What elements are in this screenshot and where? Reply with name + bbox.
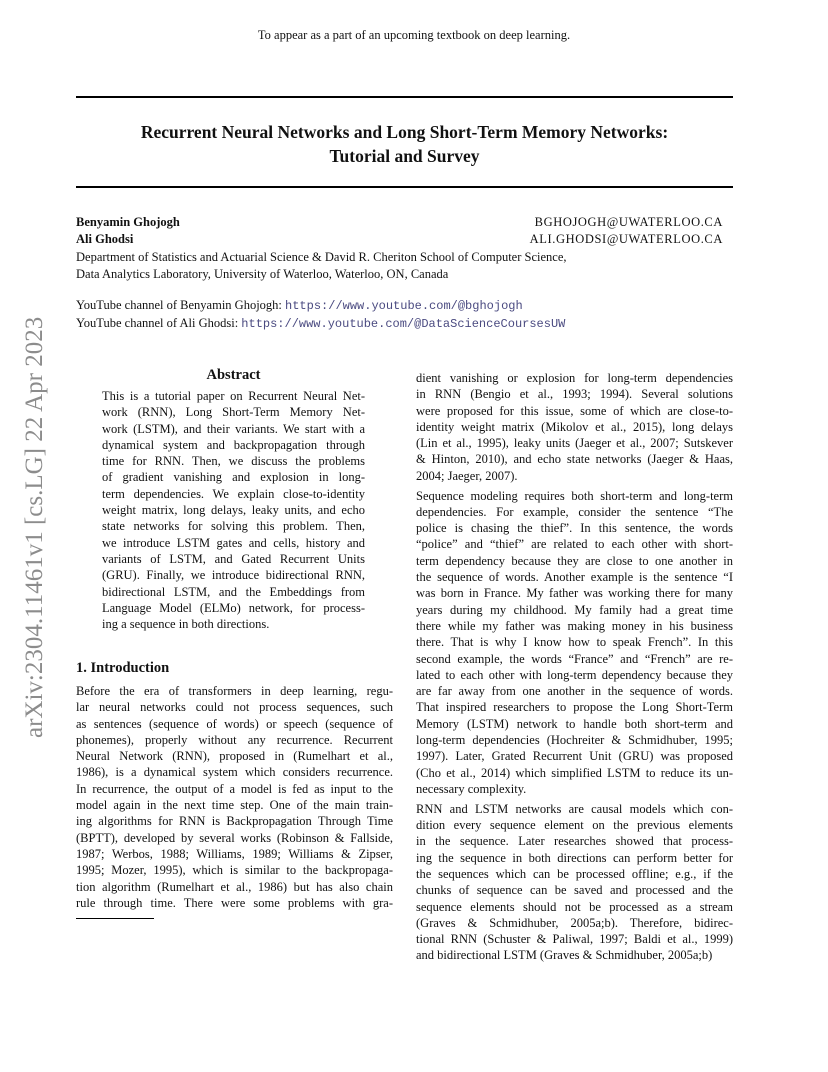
text-line: were proposed for this issue, some of which are close-to- — [416, 403, 733, 418]
text-line: This is a tutorial paper on Recurrent Neural Net- — [102, 389, 365, 403]
author-email[interactable]: BGHOJOGH@UWATERLOO.CA — [534, 215, 723, 229]
text-line: in the sequence. Later researches showed that process- — [416, 834, 733, 849]
text-line: tion algorithm (Rumelhart et al., 1986) but has also chain — [76, 879, 393, 894]
youtube-url[interactable]: https://www.youtube.com/@bghojogh — [285, 299, 523, 313]
text-line: (BPTT), developed by several works (Robinson & Fallside, — [76, 830, 393, 845]
text-line: 1987; Werbos, 1988; Williams, 1989; Williams & Zipser, — [76, 846, 393, 861]
text-line: 2004; Jaeger, 2007). — [416, 468, 518, 483]
arxiv-stamp: arXiv:2304.11461v1 [cs.LG] 22 Apr 2023 — [21, 316, 48, 738]
affiliation-line: Department of Statistics and Actuarial Science & David R. Cheriton School of Computer Science, — [76, 250, 567, 264]
youtube-line-2 — [76, 315, 733, 333]
text-line: Sequence modeling requires both short-term and long-term — [416, 488, 733, 503]
youtube-links — [76, 297, 733, 333]
text-line: tional RNN (Schuster & Paliwal, 1997; Baldi et al., 1999) — [416, 932, 733, 947]
text-line: RNN and LSTM networks are causal models which con- — [416, 801, 733, 816]
text-line: weight matrix, long delays, leaky units, and echo — [102, 503, 365, 518]
text-line: & Hinton, 2010), and echo state networks (Jaeger & Haas, — [416, 452, 733, 467]
youtube-label: YouTube channel of Benyamin Ghojogh: — [76, 298, 282, 312]
paragraph — [416, 801, 733, 964]
text-line: Neural Network (RNN), proposed in (Rumelhart et al., — [76, 749, 393, 764]
affiliation — [76, 249, 733, 282]
text-line: as sentences (sequence of words) or speech (sequence of — [76, 716, 393, 731]
text-line: ing algorithms for RNN is Backpropagation Through Time — [76, 814, 393, 829]
introduction-body — [76, 683, 393, 911]
title-rule-top — [76, 96, 733, 98]
text-line: (Graves & Schmidhuber, 2005a;b). Therefore, bidirec- — [416, 915, 733, 930]
text-line: identity weight matrix (Mikolov et al., 2015), long delays — [416, 419, 733, 434]
header-note: To appear as a part of an upcoming textbook on deep learning. — [257, 28, 571, 42]
youtube-line-1 — [76, 297, 733, 315]
text-line: the sequences which can be processed offline; e.g., if the — [416, 866, 733, 881]
text-line: are far away from one another in the sequence of words. — [416, 684, 733, 699]
text-line: 1997). Later, Grated Recurrent Unit (GRU) was proposed — [416, 749, 733, 764]
text-line: dient vanishing or explosion for long-term dependencies — [416, 371, 733, 385]
paragraph — [416, 370, 733, 484]
text-line: rule through time. There were some problems with gra- — [76, 895, 393, 910]
text-line: phonemes), properly without any recurrence. Recurrent — [76, 732, 393, 747]
youtube-url[interactable]: https://www.youtube.com/@DataScienceCoursesUW — [241, 317, 566, 331]
text-line: (GRU). Finally, we introduce bidirectional RNN, — [102, 568, 365, 583]
paper-title-line-2: Tutorial and Survey — [329, 146, 480, 166]
paper-title-line-1: Recurrent Neural Networks and Long Short-Term Memory Networks: — [140, 122, 669, 142]
text-line: in RNN (Bengio et al., 1993; 1994). Several solutions — [416, 387, 733, 402]
text-line: (Lin et al., 1995), leaky units (Jaeger et al., 2007; Sutskever — [416, 436, 733, 451]
author-name: Benyamin Ghojogh — [76, 215, 180, 229]
text-line: necessary complexity. — [416, 781, 527, 796]
text-line: term dependency because they are close to one another in — [416, 553, 733, 568]
text-line: lated to each other with long-term dependency because they — [416, 667, 733, 682]
text-line: ing a sequence in both directions. — [102, 617, 270, 632]
abstract-heading: Abstract — [206, 367, 261, 383]
text-line: and bidirectional LSTM (Graves & Schmidhuber, 2005a;b) — [416, 948, 713, 963]
text-line: state networks for solving this problem. Then, — [102, 519, 365, 534]
text-line: 1995; Mozer, 1995), which is similar to the backpropaga- — [76, 863, 393, 878]
text-line: In recurrence, the output of a model is fed as input to the — [76, 781, 393, 796]
text-line: (Cho et al., 2014) which simplified LSTM to reduce its un- — [416, 765, 733, 780]
section-heading-introduction: 1. Introduction — [76, 660, 170, 676]
text-line: long-term dependencies (Hochreiter & Schmidhuber, 1995; — [416, 733, 733, 748]
text-line: chunks of sequence can be saved and processed and the — [416, 883, 733, 898]
paragraph — [416, 488, 733, 798]
youtube-label: YouTube channel of Ali Ghodsi: — [76, 316, 239, 330]
text-line: “police” and “thief” are related to each other with short- — [416, 537, 733, 552]
footnote-rule — [76, 918, 154, 919]
text-line: variants of LSTM, and Gated Recurrent Units — [102, 551, 365, 566]
text-line: Memory (LSTM) network to handle both short-term and — [416, 716, 733, 731]
text-line: dition every sequence element on the previous elements — [416, 818, 733, 833]
text-line: bidirectional LSTM, and the Embeddings from — [102, 584, 365, 599]
text-line: Before the era of transformers in deep learning, regu- — [76, 684, 393, 698]
title-rule-bottom — [76, 186, 733, 188]
text-line: That inspired researchers to propose the Long Short-Term — [416, 700, 733, 715]
affiliation-line: Data Analytics Laboratory, University of Waterloo, Waterloo, ON, Canada — [76, 266, 449, 281]
author-2 — [76, 231, 733, 247]
author-email[interactable]: ALI.GHODSI@UWATERLOO.CA — [529, 232, 723, 246]
text-line: of gradient vanishing and explosion in long- — [102, 470, 365, 485]
paper-title — [76, 120, 733, 168]
text-line: was born in France. My father was working there for many — [416, 586, 733, 601]
text-line: model again in the next time step. One of the main train- — [76, 798, 393, 813]
text-line: lar neural networks could not process sequences, such — [76, 700, 393, 715]
right-column — [416, 370, 733, 964]
text-line: Language Model (ELMo) network, for process- — [102, 600, 365, 615]
text-line: 1986), is a dynamical system which considers recurrence. — [76, 765, 393, 780]
author-name: Ali Ghodsi — [76, 232, 134, 246]
text-line: police is chasing the thief”. In this sentence, the words — [416, 521, 733, 536]
text-line: ing the sequence in both directions can perform better for — [416, 850, 733, 865]
text-line: there. That is why I know how to speak French”. In this — [416, 635, 733, 650]
text-line: second example, the words “France” and “French” are re- — [416, 651, 733, 666]
text-line: time for RNN. Then, we discuss the problems — [102, 454, 365, 469]
text-line: work (LSTM), and their variants. We start with a — [102, 421, 365, 436]
text-line: we introduce LSTM gates and cells, history and — [102, 535, 365, 550]
abstract-body — [102, 388, 365, 632]
text-line: term dependencies. We explain close-to-identity — [102, 486, 365, 501]
text-line: there while my father was making money in his business — [416, 618, 733, 633]
text-line: dependencies. For example, consider the sentence “The — [416, 504, 733, 519]
text-line: sequence elements should not be processed as a stream — [416, 899, 733, 914]
text-line: the sequence of words. Another example is the sentence “I — [416, 570, 733, 585]
text-line: dynamical system and backpropagation through — [102, 437, 365, 452]
text-line: work (RNN), Long Short-Term Memory Net- — [102, 405, 365, 420]
text-line: years during my childhood. My family had a great time — [416, 602, 733, 617]
author-1 — [76, 214, 733, 230]
